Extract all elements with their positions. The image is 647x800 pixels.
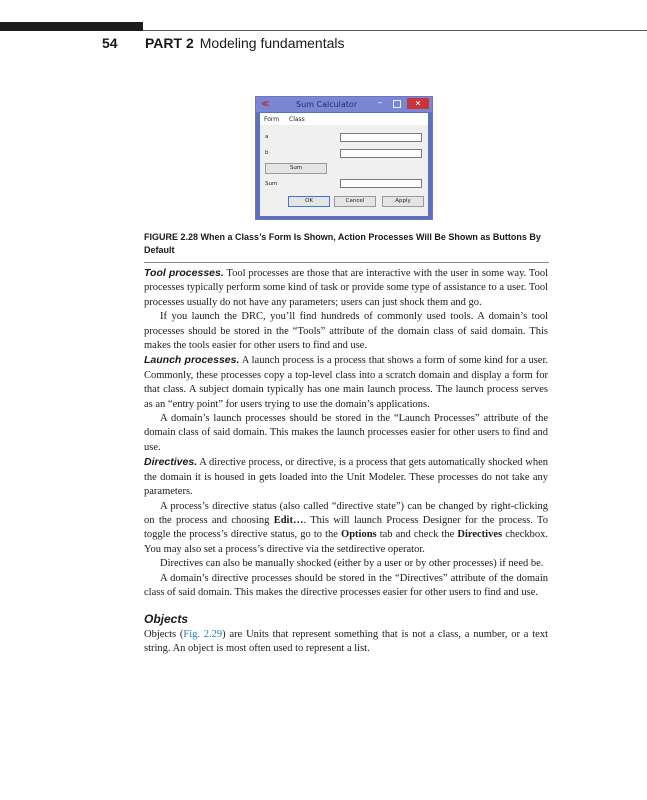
field-label-sum: Sum [265,181,278,187]
running-head [145,35,345,51]
window-client-area [260,113,428,216]
runin-heading-tool-processes: Tool processes. [144,267,224,279]
header-accent-bar [0,22,143,31]
input-a[interactable] [340,133,422,142]
bold-term-edit: Edit… [273,514,304,526]
paragraph-directive-storage [144,572,548,601]
form-body [260,125,428,216]
paragraph-launch-processes [144,353,548,412]
paragraph-text: A domain’s launch processes should be stored in the “Launch Processes” attribute of the domain class of said domain. This makes the launch processes easier for other users to find and use. [144,413,548,453]
close-icon[interactable]: ✕ [407,98,429,109]
input-b[interactable] [340,149,422,158]
figure-label: FIGURE 2.28 [144,232,199,242]
paragraph-launch-storage [144,412,548,455]
minimize-icon[interactable]: – [378,98,383,108]
window-titlebar[interactable] [256,97,432,112]
figure-caption-text: When a Class’s Form Is Shown, Action Processes Will Be Shown as Buttons By Default [144,232,541,255]
input-sum[interactable] [340,179,422,188]
paragraph-text: Tool processes are those that are interactive with the user in some way. Tool processes typically perform some kind of task or provide some type of assistance to a user. Tool processes usually do not have any parameters; users can just shock them and go. [144,268,548,308]
paragraph-text: A domain’s directive processes should be stored in the “Directives” attribute of the domain class of said domain. This makes the directive processes easier for other users to find and use. [144,572,548,598]
window-title: Sum Calculator [296,100,358,109]
paragraph-drc [144,310,548,353]
section-heading-objects: Objects [144,612,189,627]
bold-term-options: Options [341,529,377,541]
ok-button[interactable]: OK [288,196,330,207]
part-label: PART 2 [145,35,194,51]
paragraph-text: ) are Units that represent something that is not a class, a number, or a text string. An object is most often used to represent a list. [144,628,548,655]
runin-heading-launch-processes: Launch processes. [144,354,240,367]
sum-button[interactable]: Sum [265,163,327,174]
body-text [144,266,548,657]
paragraph-text: checkbox. You may also set a process’s directive via the setdirective operator. [144,529,549,555]
apply-button[interactable]: Apply [382,196,424,207]
paragraph-directives [144,455,548,499]
figure-reference-link[interactable]: Fig. 2.29 [183,628,223,640]
paragraph-text: A directive process, or directive, is a process that gets automatically shocked when the domain it is housed in gets loaded into the Unit Modeler. These processes do not take any parameters. [144,457,549,498]
page-number: 54 [102,35,118,51]
paragraph-text: A process’s directive status (also called “directive state”) can be changed by right-clicking on the process and choosing [144,500,548,526]
paragraph-objects [144,628,548,657]
maximize-icon[interactable] [393,100,401,108]
app-icon: ≪ [261,99,270,108]
runin-heading-directives: Directives. [144,456,198,469]
menu-class[interactable]: Class [289,116,305,123]
part-title: Modeling fundamentals [199,35,345,51]
field-label-b: b [265,150,269,156]
paragraph-text: Directives can also be manually shocked (either by a user or by other processes) if need be. [160,558,544,570]
sum-calculator-window [255,96,433,220]
bold-term-directives: Directives [457,529,503,541]
paragraph-text: If you launch the DRC, you’ll find hundreds of commonly used tools. A domain’s tool processes should be stored in the “Tools” attribute of the domain class of said domain. This makes the tools easier for other users to find and use. [144,311,548,352]
paragraph-text: . This will launch Process Designer for the process. To toggle the process’s directive status, go to the [144,514,548,541]
header-rule [143,30,647,31]
cancel-button[interactable]: Cancel [334,196,376,207]
paragraph-tool-processes [144,266,548,310]
figure-caption [144,231,549,263]
paragraph-text: A launch process is a process that shows a form of some kind for a user. Commonly, these processes copy a top-level class into a scratch domain and display a form for that class. A subject domain typically has one main launch process. The launch process serves as an “entry point” for users trying to use the domain’s applications. [144,355,548,410]
paragraph-directive-status [144,500,548,558]
paragraph-text: tab and check the [379,529,455,541]
paragraph-text: Objects ( [144,628,184,640]
paragraph-manual-shock [144,557,548,571]
menu-form[interactable]: Form [264,116,280,123]
field-label-a: a [265,134,269,140]
